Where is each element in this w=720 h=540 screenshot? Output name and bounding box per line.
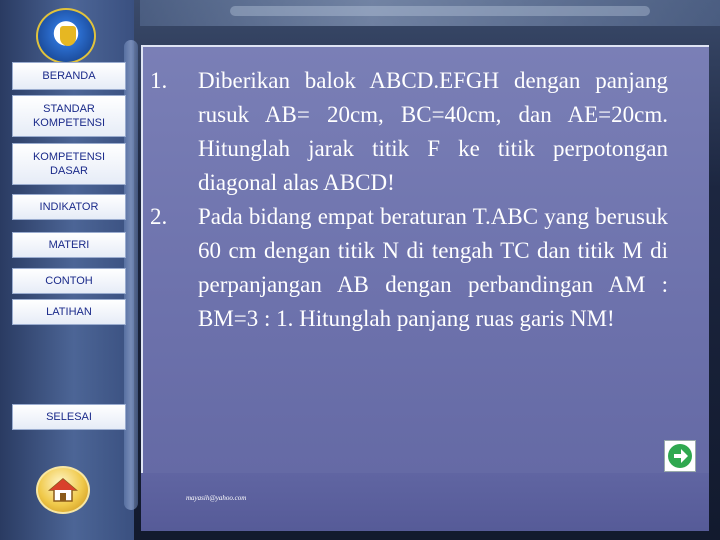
sidebar-item-label: STANDAR KOMPETENSI	[32, 103, 106, 129]
home-button[interactable]	[36, 466, 90, 514]
sidebar-item-indikator[interactable]	[12, 194, 126, 220]
sidebar-item-standar-kompetensi[interactable]	[12, 95, 126, 137]
sidebar-item-label: BERANDA	[42, 70, 96, 82]
sidebar-item-label: MATERI	[48, 239, 90, 251]
sidebar-item-label: KOMPETENSI DASAR	[32, 151, 106, 177]
arrow-right-icon	[667, 443, 693, 469]
question-number: 2.	[150, 204, 168, 229]
sidebar-item-label: INDIKATOR	[39, 201, 99, 213]
exit-button[interactable]	[12, 404, 126, 430]
next-button[interactable]	[664, 440, 696, 472]
top-decoration-highlight	[230, 6, 650, 16]
home-icon	[48, 477, 78, 503]
tut-wuri-handayani-logo	[36, 8, 96, 64]
question-list	[150, 64, 668, 336]
sidebar-item-label: LATIHAN	[46, 306, 92, 318]
exit-button-label: SELESAI	[46, 411, 92, 423]
sidebar-item-label: CONTOH	[45, 275, 93, 287]
sidebar-edge-decoration	[124, 40, 138, 510]
question-text: Pada bidang empat beraturan T.ABC yang berusuk 60 cm dengan titik N di tengah TC dan titik M di perpanjangan AB dengan perbandingan AM : BM=3 : 1. Hitunglah panjang ruas garis NM!	[198, 204, 668, 331]
logo-emblem	[60, 26, 76, 46]
sidebar-item-beranda[interactable]	[12, 62, 126, 90]
content-panel-footer	[141, 473, 709, 531]
question-item	[150, 64, 668, 200]
sidebar-item-contoh[interactable]	[12, 268, 126, 294]
question-text: Diberikan balok ABCD.EFGH dengan panjang rusuk AB= 20cm, BC=40cm, dan AE=20cm. Hitunglah jarak titik F ke titik perpotongan diagonal alas ABCD!	[198, 68, 668, 195]
sidebar-item-kompetensi-dasar[interactable]	[12, 143, 126, 185]
author-email: mayasih@yahoo.com	[186, 494, 247, 502]
sidebar-item-latihan[interactable]	[12, 299, 126, 325]
sidebar-item-materi[interactable]	[12, 232, 126, 258]
question-item	[150, 200, 668, 336]
question-number: 1.	[150, 68, 168, 93]
